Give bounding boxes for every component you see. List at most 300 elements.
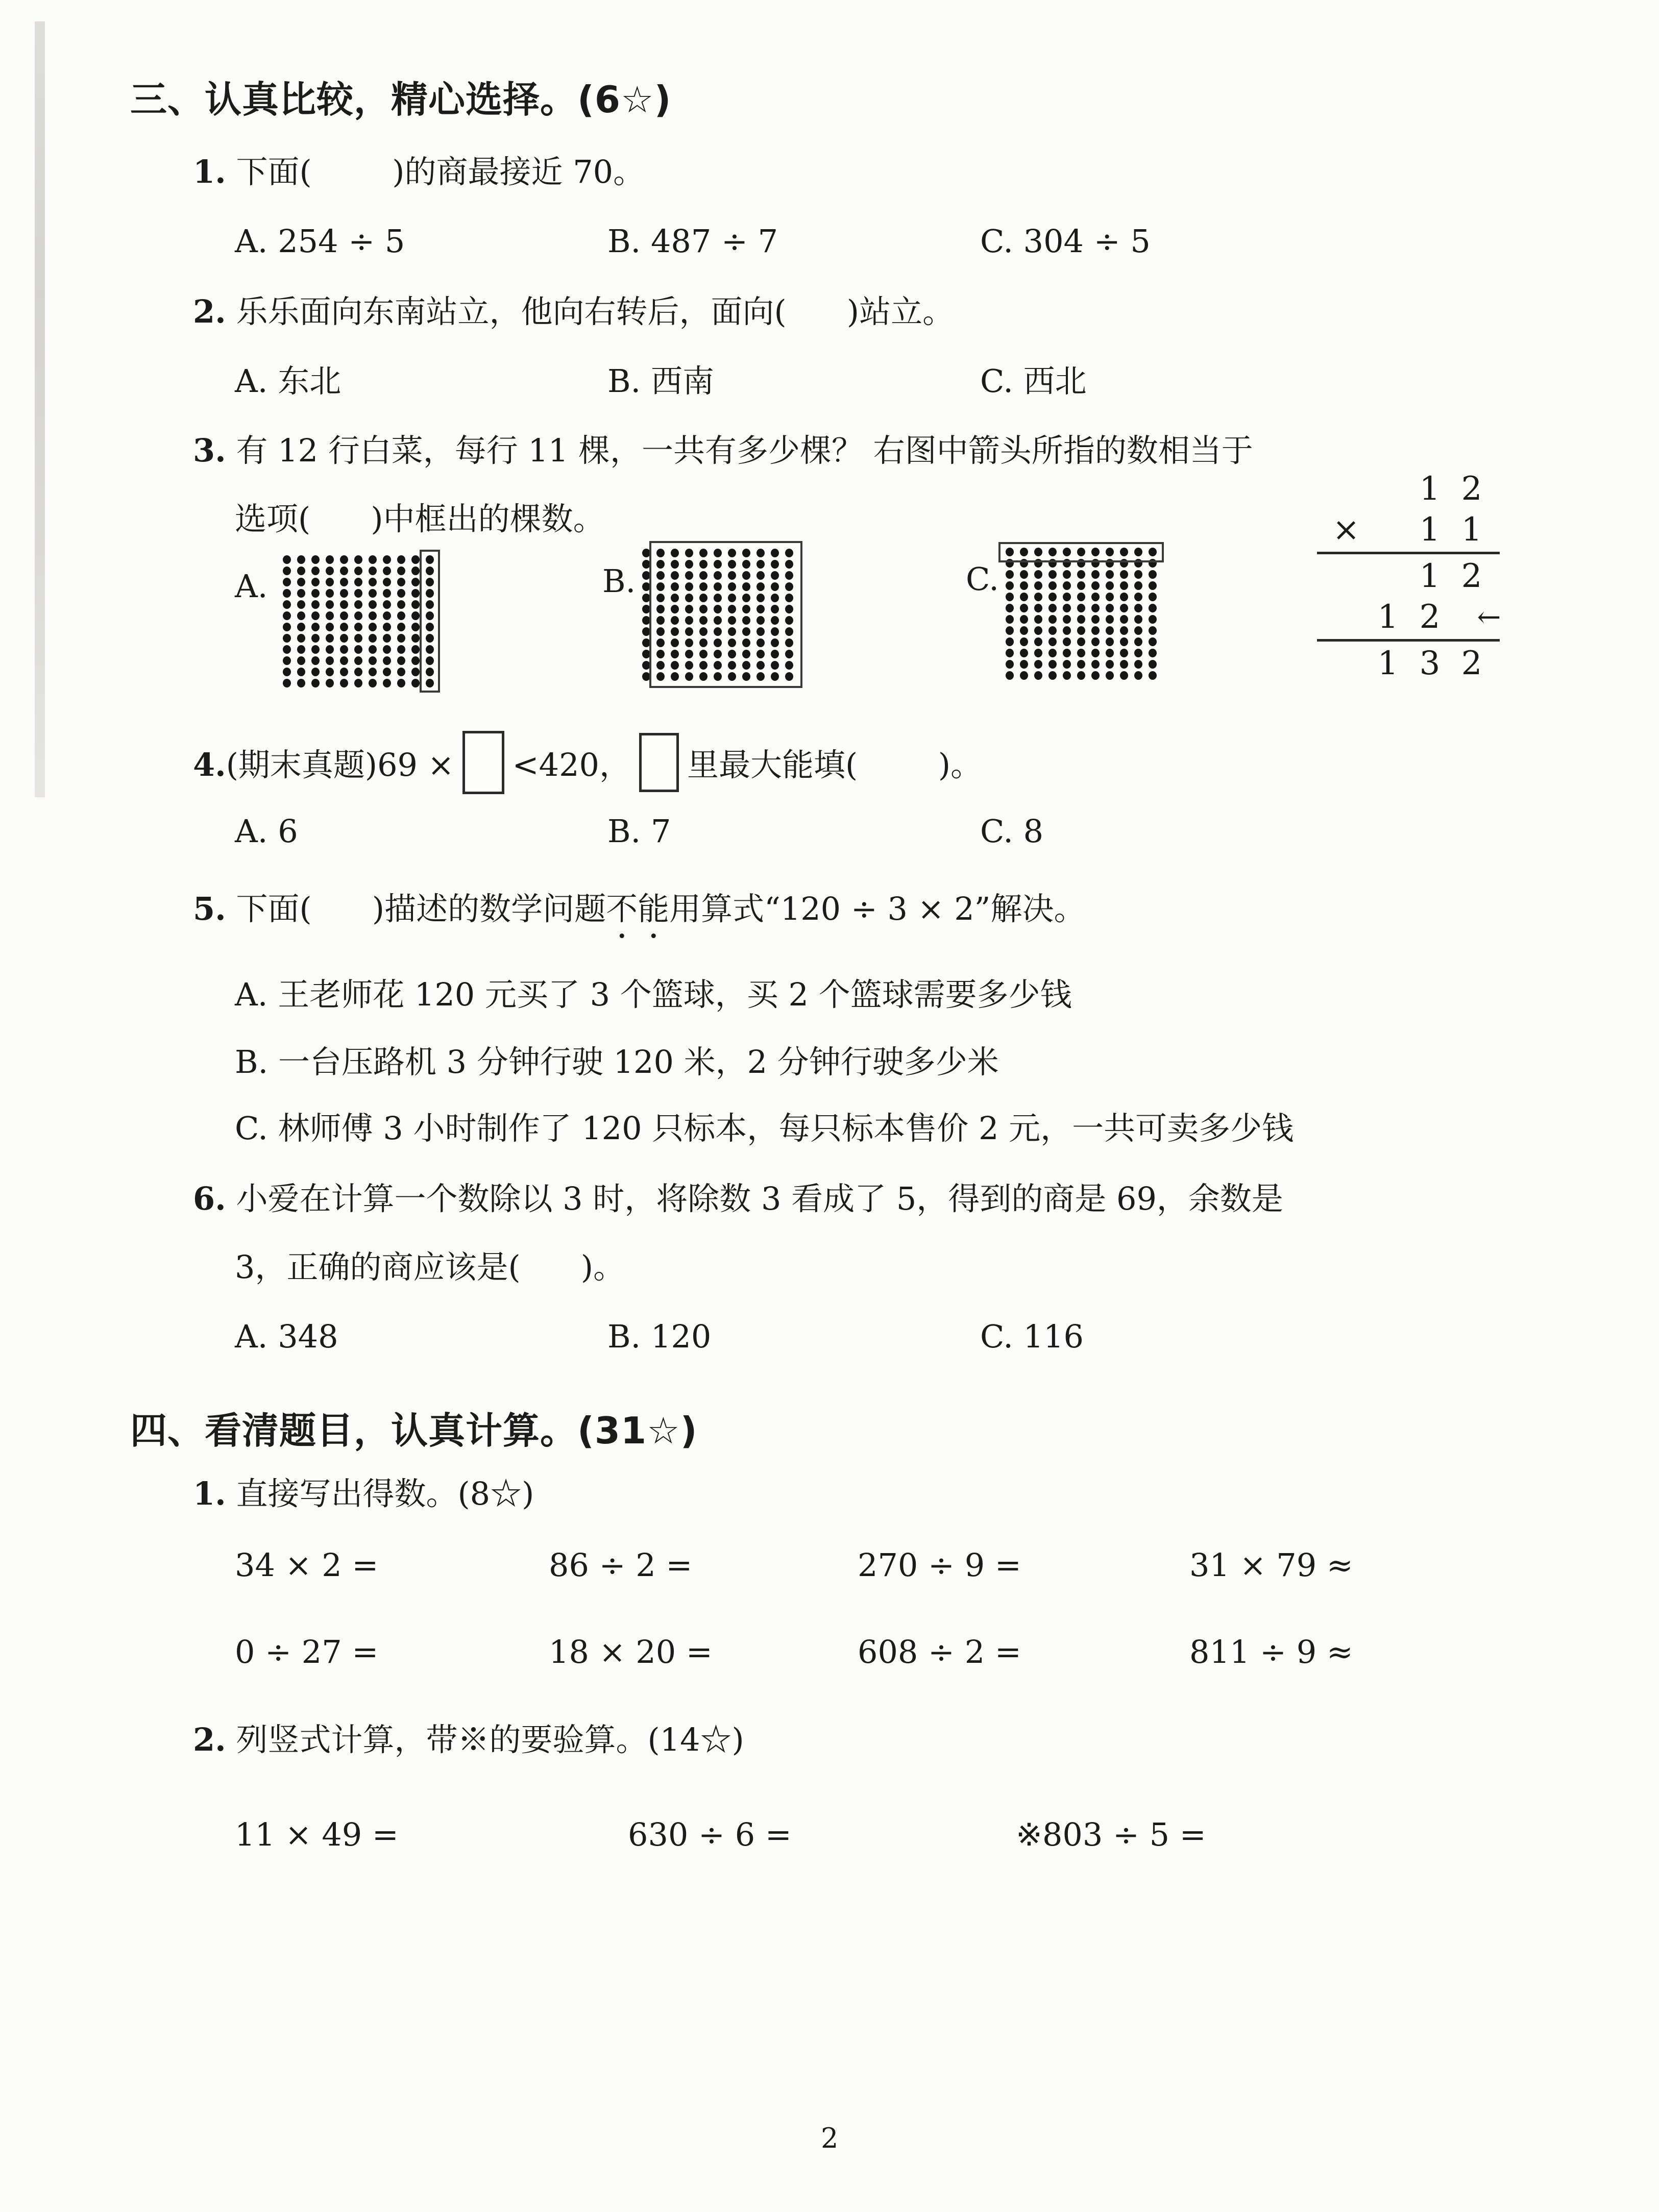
- cabbage-dot: [326, 656, 334, 665]
- framed-dots-rectangle: [998, 542, 1164, 562]
- multiplication-digit: 2: [1461, 470, 1482, 508]
- cabbage-dot: [1077, 637, 1085, 646]
- cabbage-dot: [1063, 637, 1071, 646]
- question-2-number: 2.: [193, 293, 226, 330]
- cabbage-dot: [1006, 570, 1014, 579]
- question-6-number: 6.: [193, 1180, 226, 1217]
- dot-grid-a-label: A.: [235, 568, 268, 605]
- cabbage-dot: [383, 578, 391, 586]
- cabbage-dot: [369, 656, 377, 665]
- cabbage-dot: [1006, 626, 1014, 635]
- cabbage-dot: [1134, 660, 1142, 669]
- cabbage-dot: [297, 679, 305, 687]
- multiplication-digit: [1325, 597, 1367, 637]
- cabbage-dot: [1077, 604, 1085, 612]
- cabbage-dot: [340, 555, 348, 564]
- q2-option-a: A. 东北: [235, 362, 341, 400]
- cabbage-dot: [1034, 570, 1042, 579]
- cabbage-dot: [1077, 570, 1085, 579]
- cabbage-dot: [397, 567, 405, 575]
- q1-option-a: A. 254 ÷ 5: [235, 223, 405, 260]
- cabbage-dot: [1077, 615, 1085, 624]
- cabbage-dot: [369, 645, 377, 654]
- cabbage-dot: [1091, 660, 1100, 669]
- dot-grid-c-label: C.: [966, 560, 999, 598]
- q1-option-c: C. 304 ÷ 5: [980, 223, 1151, 260]
- multiplication-digit: 1: [1377, 645, 1399, 682]
- cabbage-dot: [326, 589, 334, 598]
- cabbage-dot: [1106, 637, 1114, 646]
- multiplication-digit: 1: [1461, 511, 1482, 549]
- cabbage-dot: [1034, 637, 1042, 646]
- cabbage-dot: [369, 668, 377, 676]
- cabbage-dot: [1120, 626, 1128, 635]
- cabbage-dot: [1020, 615, 1028, 624]
- cabbage-dot: [311, 567, 320, 575]
- cabbage-dot: [1077, 649, 1085, 657]
- question-3-line2: 选项( )中框出的棵数。: [235, 500, 605, 537]
- cabbage-dot: [283, 679, 291, 687]
- cabbage-dot: [354, 668, 362, 676]
- cabbage-dot: [383, 555, 391, 564]
- multiplication-digit: 3: [1419, 645, 1441, 682]
- multiplication-digit: 2: [1419, 598, 1441, 636]
- equation: 811 ÷ 9 ≈: [1189, 1633, 1353, 1670]
- cabbage-dot: [1134, 626, 1142, 635]
- cabbage-dot: [354, 611, 362, 620]
- multiplication-digit: ×: [1332, 511, 1360, 549]
- cabbage-dot: [1091, 581, 1100, 590]
- cabbage-dot: [283, 578, 291, 586]
- cabbage-dot: [1006, 581, 1014, 590]
- cabbage-dot: [1120, 637, 1128, 646]
- cabbage-dot: [411, 679, 420, 687]
- cabbage-dot: [283, 567, 291, 575]
- cabbage-dot: [311, 555, 320, 564]
- cabbage-dot: [1091, 570, 1100, 579]
- cabbage-dot: [326, 578, 334, 586]
- cabbage-dot: [1149, 660, 1157, 669]
- cabbage-dot: [1149, 593, 1157, 601]
- cabbage-dot: [397, 589, 405, 598]
- cabbage-dot: [1106, 660, 1114, 669]
- cabbage-dot: [1149, 649, 1157, 657]
- cabbage-dot: [311, 589, 320, 598]
- cabbage-dot: [1120, 593, 1128, 601]
- cabbage-dot: [1048, 671, 1057, 680]
- cabbage-dot: [411, 634, 420, 643]
- cabbage-dot: [383, 589, 391, 598]
- cabbage-dot: [383, 668, 391, 676]
- cabbage-dot: [411, 555, 420, 564]
- cabbage-dot: [1120, 604, 1128, 612]
- question-5-after: 用算式“120 ÷ 3 × 2”解决。: [669, 890, 1086, 927]
- equation: 18 × 20 =: [549, 1633, 713, 1670]
- calc-q1-number: 1.: [193, 1475, 226, 1512]
- q4-option-c: C. 8: [980, 813, 1044, 850]
- cabbage-dot: [397, 611, 405, 620]
- cabbage-dot: [411, 645, 420, 654]
- cabbage-dot: [326, 668, 334, 676]
- question-2: [193, 292, 954, 332]
- cabbage-dot: [411, 600, 420, 609]
- cabbage-dot: [1120, 671, 1128, 680]
- equation: 630 ÷ 6 =: [628, 1816, 792, 1853]
- scan-artifact-line: [35, 21, 45, 797]
- equation: 0 ÷ 27 =: [235, 1633, 379, 1670]
- question-4-part3: 里最大能填( )。: [687, 746, 983, 783]
- question-5-number: 5.: [193, 890, 226, 927]
- cabbage-dot: [297, 567, 305, 575]
- cabbage-dot: [1091, 626, 1100, 635]
- cabbage-dot: [1048, 593, 1057, 601]
- cabbage-dot: [340, 679, 348, 687]
- multiplication-digit: [1367, 509, 1409, 550]
- multiplication-digit: 1: [1377, 598, 1399, 636]
- vertical-multiplication-12x11: [1325, 469, 1501, 684]
- cabbage-dot: [1048, 570, 1057, 579]
- blank-box-2: [639, 733, 679, 792]
- calc-q1-text: 直接写出得数。(8☆): [226, 1475, 534, 1512]
- cabbage-dot: [1063, 593, 1071, 601]
- dot-grid-c: [1003, 546, 1160, 681]
- cabbage-dot: [1120, 660, 1128, 669]
- cabbage-dot: [354, 567, 362, 575]
- multiplication-rule-line: [1317, 639, 1500, 642]
- cabbage-dot: [1149, 604, 1157, 612]
- cabbage-dot: [1020, 604, 1028, 612]
- calc-q2-number: 2.: [193, 1721, 226, 1758]
- cabbage-dot: [397, 555, 405, 564]
- cabbage-dot: [369, 600, 377, 609]
- cabbage-dot: [340, 634, 348, 643]
- cabbage-dot: [1120, 581, 1128, 590]
- cabbage-dot: [326, 611, 334, 620]
- framed-dots-rectangle: [420, 550, 440, 693]
- q6-option-b: B. 120: [607, 1318, 712, 1355]
- section-three-title: 三、认真比较，精心选择。(6☆): [130, 78, 672, 121]
- cabbage-dot: [369, 589, 377, 598]
- cabbage-dot: [1020, 660, 1028, 669]
- cabbage-dot: [1020, 570, 1028, 579]
- cabbage-dot: [1091, 615, 1100, 624]
- dot-grid-b: [639, 547, 796, 682]
- multiplication-digit: 1: [1419, 557, 1441, 595]
- question-3: [193, 431, 1253, 471]
- cabbage-dot: [1048, 615, 1057, 624]
- cabbage-dot: [340, 589, 348, 598]
- cabbage-dot: [297, 611, 305, 620]
- cabbage-dot: [340, 668, 348, 676]
- cabbage-dot: [354, 555, 362, 564]
- cabbage-dot: [1020, 671, 1028, 680]
- cabbage-dot: [1149, 570, 1157, 579]
- cabbage-dot: [1048, 660, 1057, 669]
- cabbage-dot: [311, 656, 320, 665]
- cabbage-dot: [1063, 570, 1071, 579]
- cabbage-dot: [369, 567, 377, 575]
- cabbage-dot: [1077, 660, 1085, 669]
- cabbage-dot: [397, 656, 405, 665]
- equation: 86 ÷ 2 =: [549, 1546, 693, 1584]
- cabbage-dot: [354, 600, 362, 609]
- equation: 11 × 49 =: [235, 1816, 399, 1853]
- cabbage-dot: [411, 668, 420, 676]
- equation: 31 × 79 ≈: [1189, 1546, 1353, 1584]
- question-1-number: 1.: [193, 153, 226, 190]
- cabbage-dot: [1149, 615, 1157, 624]
- cabbage-dot: [1091, 593, 1100, 601]
- cabbage-dot: [369, 634, 377, 643]
- question-1: [193, 152, 645, 192]
- question-4-part2: <420，: [512, 746, 631, 783]
- multiplication-digit: 2: [1461, 645, 1482, 682]
- cabbage-dot: [397, 578, 405, 586]
- cabbage-dot: [1020, 581, 1028, 590]
- q6-option-c: C. 116: [980, 1318, 1084, 1355]
- cabbage-dot: [297, 634, 305, 643]
- cabbage-dot: [369, 578, 377, 586]
- q5-option-a: A. 王老师花 120 元买了 3 个篮球，买 2 个篮球需要多少钱: [235, 976, 1072, 1013]
- cabbage-dot: [1034, 671, 1042, 680]
- cabbage-dot: [354, 589, 362, 598]
- cabbage-dot: [1134, 604, 1142, 612]
- cabbage-dot: [1034, 626, 1042, 635]
- question-5-emphasized: 不能: [606, 890, 670, 927]
- cabbage-dot: [397, 623, 405, 631]
- multiplication-row: [1325, 597, 1501, 637]
- cabbage-dot: [1063, 649, 1071, 657]
- multiplication-digit: [1325, 556, 1367, 597]
- cabbage-dot: [383, 679, 391, 687]
- cabbage-dot: [1091, 604, 1100, 612]
- cabbage-dot: [340, 645, 348, 654]
- cabbage-dot: [1048, 649, 1057, 657]
- cabbage-dot: [1006, 593, 1014, 601]
- cabbage-dot: [1020, 593, 1028, 601]
- multiplication-digit: [1325, 643, 1367, 684]
- cabbage-dot: [411, 589, 420, 598]
- cabbage-dot: [397, 600, 405, 609]
- cabbage-dot: [1034, 649, 1042, 657]
- cabbage-dot: [1077, 626, 1085, 635]
- cabbage-dot: [1106, 570, 1114, 579]
- cabbage-dot: [1048, 604, 1057, 612]
- cabbage-dot: [1106, 615, 1114, 624]
- page-number: 2: [821, 2122, 839, 2154]
- equation: ※803 ÷ 5 =: [1016, 1816, 1206, 1853]
- cabbage-dot: [1106, 626, 1114, 635]
- cabbage-dot: [411, 567, 420, 575]
- cabbage-dot: [383, 656, 391, 665]
- cabbage-dot: [340, 656, 348, 665]
- cabbage-dot: [1134, 593, 1142, 601]
- cabbage-dot: [297, 555, 305, 564]
- cabbage-dot: [1034, 581, 1042, 590]
- cabbage-dot: [1091, 671, 1100, 680]
- cabbage-dot: [1063, 615, 1071, 624]
- cabbage-dot: [1077, 671, 1085, 680]
- cabbage-dot: [297, 623, 305, 631]
- cabbage-dot: [369, 555, 377, 564]
- cabbage-dot: [354, 578, 362, 586]
- cabbage-dot: [311, 668, 320, 676]
- cabbage-dot: [283, 623, 291, 631]
- cabbage-dot: [1063, 604, 1071, 612]
- cabbage-dot: [1106, 671, 1114, 680]
- cabbage-dot: [283, 611, 291, 620]
- cabbage-dot: [1063, 581, 1071, 590]
- cabbage-dot: [326, 634, 334, 643]
- cabbage-dot: [354, 679, 362, 687]
- cabbage-dot: [411, 611, 420, 620]
- question-6-line2: 3，正确的商应该是( )。: [235, 1248, 625, 1286]
- cabbage-dot: [411, 623, 420, 631]
- cabbage-dot: [326, 679, 334, 687]
- question-5: [193, 889, 1085, 946]
- cabbage-dot: [1134, 570, 1142, 579]
- section-four-title: 四、看清题目，认真计算。(31☆): [130, 1409, 698, 1452]
- cabbage-dot: [397, 634, 405, 643]
- cabbage-dot: [340, 623, 348, 631]
- cabbage-dot: [326, 567, 334, 575]
- cabbage-dot: [283, 555, 291, 564]
- cabbage-dot: [383, 600, 391, 609]
- multiplication-digit: 2: [1461, 557, 1482, 595]
- cabbage-dot: [1020, 637, 1028, 646]
- cabbage-dot: [1120, 615, 1128, 624]
- cabbage-dot: [1120, 649, 1128, 657]
- cabbage-dot: [1106, 581, 1114, 590]
- multiplication-digit: 1: [1419, 511, 1441, 549]
- cabbage-dot: [297, 589, 305, 598]
- cabbage-dot: [369, 679, 377, 687]
- q4-option-a: A. 6: [235, 813, 298, 850]
- q1-option-b: B. 487 ÷ 7: [607, 223, 778, 260]
- cabbage-dot: [354, 645, 362, 654]
- cabbage-dot: [1063, 671, 1071, 680]
- cabbage-dot: [1077, 581, 1085, 590]
- cabbage-dot: [1134, 671, 1142, 680]
- q5-option-b: B. 一台压路机 3 分钟行驶 120 米，2 分钟行驶多少米: [235, 1043, 999, 1080]
- cabbage-dot: [397, 645, 405, 654]
- cabbage-dot: [311, 634, 320, 643]
- framed-dots-rectangle: [649, 541, 802, 688]
- dot-grid-b-label: B.: [602, 562, 636, 600]
- cabbage-dot: [1120, 570, 1128, 579]
- cabbage-dot: [297, 656, 305, 665]
- blank-box-1: [462, 731, 504, 794]
- cabbage-dot: [311, 623, 320, 631]
- cabbage-dot: [1106, 593, 1114, 601]
- cabbage-dot: [1106, 604, 1114, 612]
- cabbage-dot: [1006, 604, 1014, 612]
- cabbage-dot: [1006, 660, 1014, 669]
- cabbage-dot: [383, 634, 391, 643]
- calc-q2-text: 列竖式计算，带※的要验算。(14☆): [226, 1721, 744, 1758]
- multiplication-row: [1325, 469, 1493, 509]
- cabbage-dot: [1048, 637, 1057, 646]
- cabbage-dot: [297, 578, 305, 586]
- cabbage-dot: [326, 645, 334, 654]
- multiplication-digit: 1: [1419, 470, 1441, 508]
- cabbage-dot: [311, 600, 320, 609]
- cabbage-dot: [1149, 637, 1157, 646]
- cabbage-dot: [326, 555, 334, 564]
- question-1-text: 下面( )的商最接近 70。: [226, 153, 645, 190]
- calc-q1: [193, 1474, 534, 1514]
- cabbage-dot: [326, 600, 334, 609]
- arrow-left-icon: ←: [1477, 600, 1501, 634]
- cabbage-dot: [340, 578, 348, 586]
- cabbage-dot: [1034, 615, 1042, 624]
- cabbage-dot: [1149, 581, 1157, 590]
- cabbage-dot: [397, 668, 405, 676]
- cabbage-dot: [1048, 626, 1057, 635]
- cabbage-dot: [383, 567, 391, 575]
- cabbage-dot: [411, 578, 420, 586]
- cabbage-dot: [326, 623, 334, 631]
- cabbage-dot: [369, 611, 377, 620]
- cabbage-dot: [1134, 637, 1142, 646]
- question-6-line1: 小爱在计算一个数除以 3 时，将除数 3 看成了 5，得到的商是 69，余数是: [226, 1180, 1283, 1217]
- question-3-line1: 有 12 行白菜，每行 11 棵，一共有多少棵？ 右图中箭头所指的数相当于: [226, 432, 1253, 469]
- cabbage-dot: [1077, 593, 1085, 601]
- cabbage-dot: [369, 623, 377, 631]
- cabbage-dot: [297, 600, 305, 609]
- q6-option-a: A. 348: [235, 1318, 338, 1355]
- cabbage-dot: [1006, 615, 1014, 624]
- cabbage-dot: [1063, 660, 1071, 669]
- cabbage-dot: [1134, 581, 1142, 590]
- q2-option-b: B. 西南: [607, 362, 714, 400]
- cabbage-dot: [283, 589, 291, 598]
- cabbage-dot: [354, 634, 362, 643]
- cabbage-dot: [1034, 593, 1042, 601]
- cabbage-dot: [1034, 660, 1042, 669]
- equation: 34 × 2 =: [235, 1546, 379, 1584]
- cabbage-dot: [1091, 637, 1100, 646]
- equation: 608 ÷ 2 =: [858, 1633, 1021, 1670]
- cabbage-dot: [283, 600, 291, 609]
- question-4: [193, 731, 982, 794]
- cabbage-dot: [297, 645, 305, 654]
- multiplication-digit: [1325, 469, 1367, 509]
- question-2-text: 乐乐面向东南站立，他向右转后，面向( )站立。: [226, 293, 955, 330]
- dot-grid-a: [280, 554, 437, 689]
- cabbage-dot: [1020, 626, 1028, 635]
- cabbage-dot: [311, 611, 320, 620]
- cabbage-dot: [1149, 626, 1157, 635]
- cabbage-dot: [1134, 649, 1142, 657]
- cabbage-dot: [1134, 615, 1142, 624]
- cabbage-dot: [411, 656, 420, 665]
- cabbage-dot: [383, 611, 391, 620]
- calc-q2: [193, 1720, 744, 1760]
- cabbage-dot: [1048, 581, 1057, 590]
- question-3-number: 3.: [193, 432, 226, 469]
- cabbage-dot: [1106, 649, 1114, 657]
- multiplication-rule-line: [1317, 552, 1500, 554]
- cabbage-dot: [283, 634, 291, 643]
- cabbage-dot: [283, 645, 291, 654]
- question-4-number: 4.: [193, 746, 226, 783]
- cabbage-dot: [1006, 671, 1014, 680]
- multiplication-digit: [1367, 556, 1409, 597]
- question-6: [193, 1179, 1283, 1219]
- cabbage-dot: [1006, 637, 1014, 646]
- multiplication-digit: [1367, 469, 1409, 509]
